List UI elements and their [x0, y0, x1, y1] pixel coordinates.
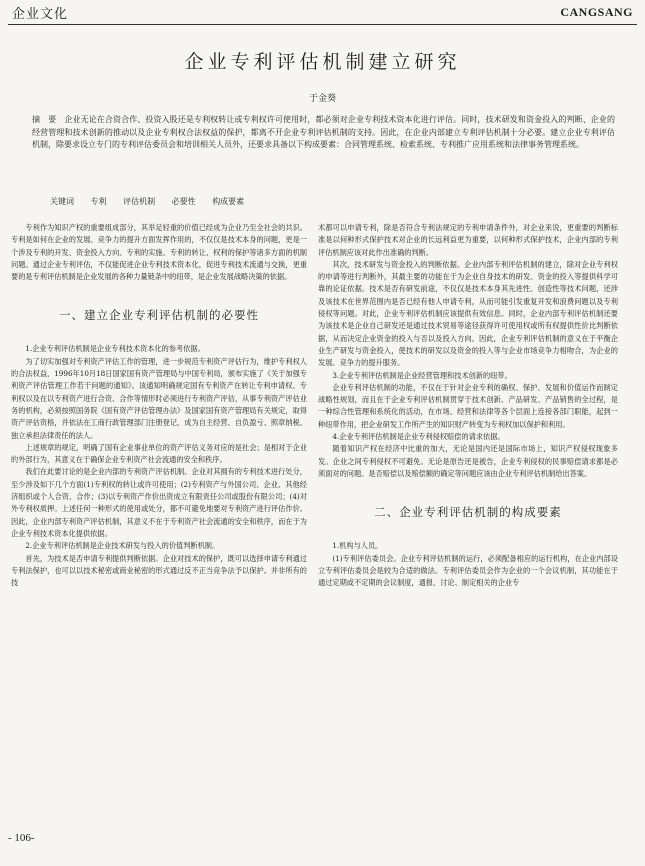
paragraph: 我们在此要讨论的是企业内部的专利资产评估机制。企业对其拥有的专利技术进行处分，至少涉及如下几个方面(1)专利权的转让或许可使用；(2)专利资产与外国公司、企业、其他经济组织或个人合资、合作；(3)以专利资产作价出资成立有限责任公司或股份有限公司；(4)对外专利权质押。上述任何一种形式的使用或处分，都不可避免地要对专利资产进行评估作价。因此，企业内部专利资产评估机制，其意义不在于专利资产社会流通的安全和秩序，而在于为企业专利技术资本化提供依据。: [11, 467, 307, 538]
section-heading-2: 二、企业专利评估机制的构成要素: [374, 505, 562, 520]
right-column: [318, 222, 618, 589]
paragraph-title: 1.企业专利评估机制是企业专利技术资本化的参考依据。: [25, 344, 205, 354]
left-column: [11, 222, 307, 589]
abstract: 摘 要 企业无论在合资合作、投资入股还是专利权转让或专利权许可使用时，都必须对企业专利技术资本化进行评估。同时，技术研发和资金投入的判断、企业的经营管理和技术创新的推动以及企业专利权合法权益的保护，都离不开企业专利评估机制的支持。因此，在企业内部建立专利评估机制十分必要。建立企业专利评估机制，除要求设立专门的专利评估委员会和培训相关人员外，还要求具备以下构成要素：合同管理系统、检索系统、专利推广应用系统和法律事务管理系统。: [32, 115, 615, 149]
paragraph: 上述规章的规定，明确了国有企业事业单位的资产评估义务对应的是社会；是相对于企业的外部行为，其意义在于确保企业专利资产社会流通的安全和秩序。: [11, 442, 307, 465]
article-title: 企业专利评估机制建立研究: [184, 51, 461, 73]
page-number: - 106-: [8, 832, 35, 844]
paragraph: 其次，技术研发与资金投入的判断依据。企业内部专利评估机制的建立，除对企业专利权的申请等进行判断外，其最主要的功能在于为企业自身技术的研发、资金的投入等提供科学可靠的论证依据。技术是否有研发前途，不仅仅是技术本身其先进性、创造性等技术问题，还涉及该技术在世界范围内是否已经有他人申请专利，从而可能引发重复开发和浪费问题以及专利侵权等问题。对此，企业专利评估机制应该提供有效信息。同时，企业内部专利评估机制还要为该技术是企业自己研发还是通过技术贸易等途径获得许可使用权或所有权提供性价比判断依据，从而决定企业资金的投入与否以及投入方向。因此，企业专利评估机制的意义在于平衡企业生产研发与资金投入，使技术的研发以及资金的投入等与企业市场竞争力相吻合，为企业的发展、竞争力的提升服务。: [318, 259, 618, 368]
section-heading-1: 一、建立企业专利评估机制的必要性: [59, 308, 259, 323]
paragraph: 随着知识产权在经济中比重的加大，无论是国内还是国际市场上，知识产权侵权现象多发。企业之间专利侵权不可避免。无论是原告还是被告，企业专利侵权的民事赔偿请求都是必须面对的问题。是否赔偿以及赔偿额的确定等问题应该由企业专利评估机制给出答案。: [318, 444, 618, 478]
paragraph: 首先，为技术是否申请专利提供判断依据。企业对技术的保护，既可以选择申请专利通过专利法保护，也可以以技术秘密或商业秘密的形式通过反不正当竞争法予以保护。并非所有的技: [11, 553, 307, 588]
header-rule: [8, 24, 637, 25]
paragraph-continued: 术都可以申请专利，除是否符合专利法规定的专利申请条件外，对企业来说，更重要的判断标准是以何种形式保护技术对企业的长远利益更为重要，以何种形式保护技术，企业内部的专利评估机制应该对此作出准确的判断。: [318, 223, 618, 257]
paragraph: 企业专利评估机制的功能，不仅在于针对企业专利的确权、保护、发展和价值运作而制定战略性规划，而且在于企业专利评估机制贯穿于技术创新、产品研发、产品销售的全过程，是一种综合性管理和系统化的活动，在市场、经营和法律等各个层面上连接各部门职能，起到一种纽带作用，把企业研发工作所产生的知识财产转变为专利权加以保护和利用。: [318, 382, 618, 429]
paragraph: 为了切实加强对专利资产评估工作的管理，进一步规范专利资产评估行为，维护专利权人的合法权益，1996年10月18日国家国有资产管理局与中国专利局，颁布实施了《关于加强专利资产评估管理工作若干问题的通知》。该通知明确规定国有专利资产在转让专利申请权、专利权以及在以专利资产进行合资、合作等情形时必须进行专利资产评估，从事专利资产评估业务的机构，必须按照国务院《国有资产评估管理办法》及国家国有资产管理局有关规定，取得资产评估资格，并依法在工商行政管理部门注册登记，成为自主经营、自负盈亏、照章纳税、独立承担法律责任的法人。: [11, 356, 307, 440]
journal-name: CANGSANG: [560, 5, 633, 19]
journal-section-label: 企业文化: [12, 7, 69, 22]
paragraph: (1)专利评估委员会。企业专利评估机制的运行，必须配备相应的运行机构，在企业内部设立专利评估委员会是较为合适的做法。专利评估委员会作为企业的一个会议机制，其功能在于通过定期或不定期的会议制度，通报、讨论、制定相关的企业专: [318, 553, 618, 588]
paragraph-title: 2.企业专利评估机制是企业技术研发与投入的价值判断机制。: [25, 541, 220, 551]
keyword: 专利: [90, 197, 107, 206]
author-name: 于金葵: [308, 94, 336, 104]
paragraph-title: 4.企业专利评估机制是企业专利侵权赔偿的请求依据。: [332, 432, 505, 442]
paragraph-title: 3.企业专利评估机制是企业经营管理和技术创新的纽带。: [332, 370, 512, 380]
keywords: [32, 196, 615, 207]
keyword: 构成要素: [212, 197, 245, 206]
intro-paragraph: 专利作为知识产权的重要组成部分，其举足轻重的价值已经成为企业乃至全社会的共识。专利是如何在企业的发展、竞争力的提升方面发挥作用的，不仅仅是技术本身的问题，更是一个涉及专利的开发、资金投入方向、专利的实施、专利的转让、权利的保护等诸多方面的机制问题。通过企业专利评估，不仅能促进企业专利技术资本化，促进专利技术流通与交换，更重要的是专利评估机制是企业发展的各种力量链条中的纽带，是企业发展战略决策的依据。: [11, 223, 307, 282]
running-header: [8, 0, 637, 26]
keywords-label: 关键词: [50, 197, 74, 206]
keyword: 评估机制: [123, 197, 156, 206]
keyword: 必要性: [171, 197, 196, 206]
paragraph-title: 1.机构与人员。: [332, 541, 383, 551]
